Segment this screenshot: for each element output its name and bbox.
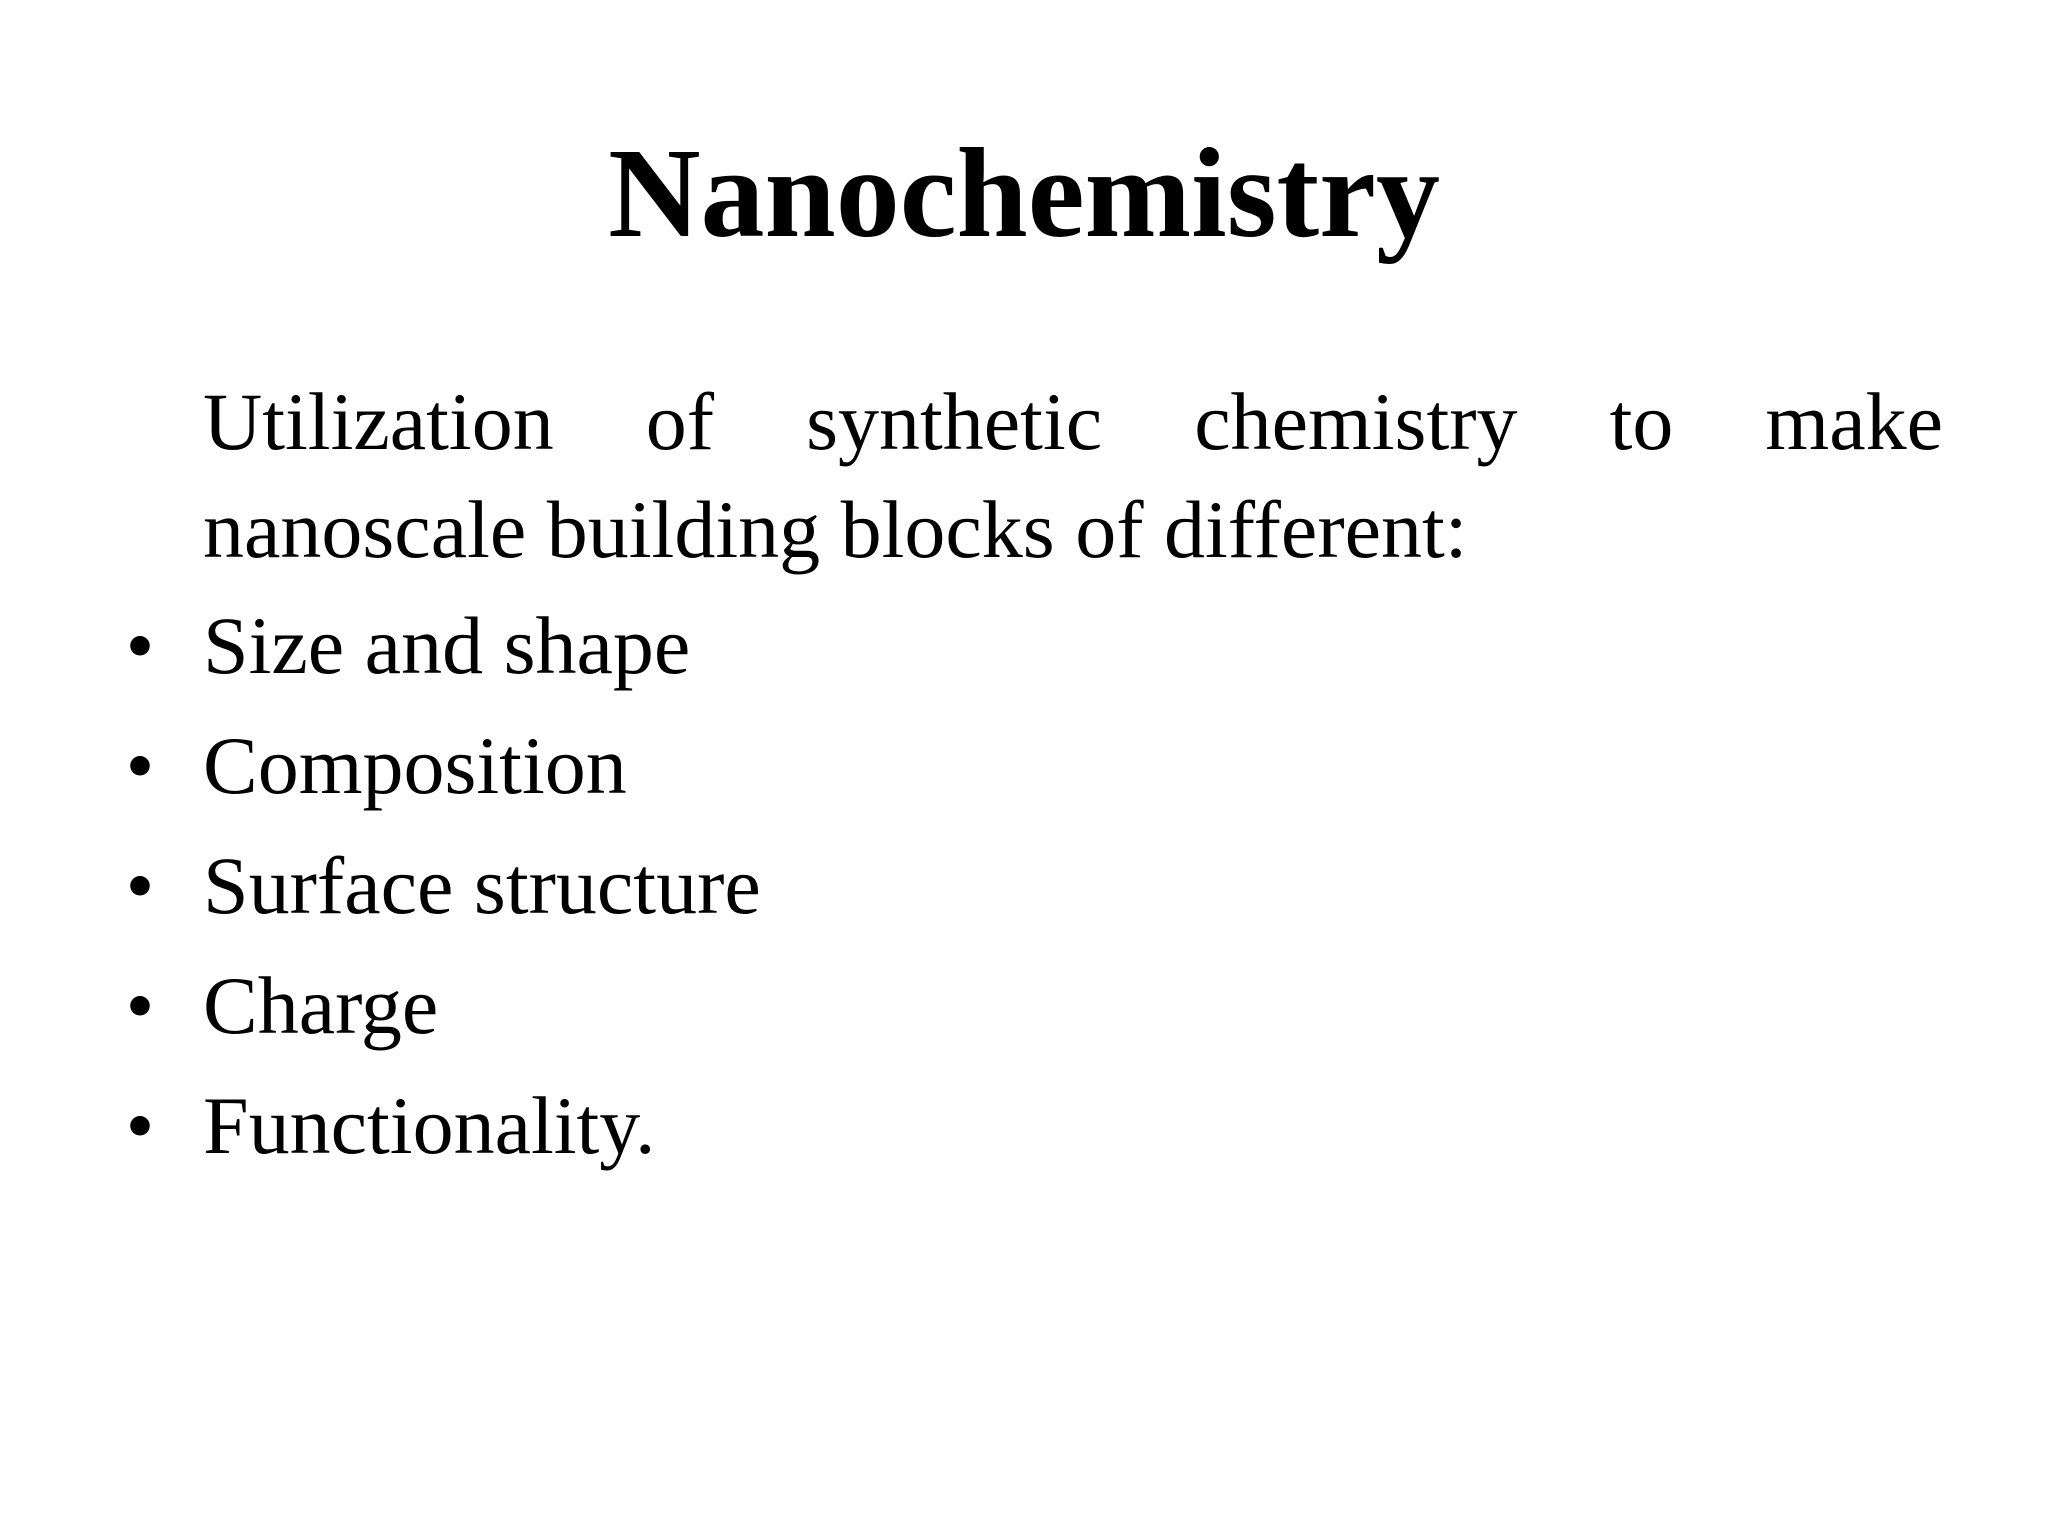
- bullet-icon: •: [125, 960, 155, 1051]
- intro-line-2: nanoscale building blocks of different:: [203, 484, 1468, 575]
- bullet-text: Functionality.: [203, 1080, 656, 1171]
- bullet-icon: •: [125, 720, 155, 811]
- bullet-item-surface-structure: [0, 832, 2048, 952]
- bullet-item-size-and-shape: [0, 592, 2048, 712]
- bullet-list: [0, 592, 2048, 1192]
- bullet-icon: •: [125, 600, 155, 691]
- bullet-item-composition: [0, 712, 2048, 832]
- bullet-icon: •: [125, 1080, 155, 1171]
- intro-paragraph: [203, 368, 1943, 584]
- bullet-text: Surface structure: [203, 840, 761, 931]
- slide-title: Nanochemistry: [608, 122, 1440, 264]
- bullet-icon: •: [125, 840, 155, 931]
- bullet-item-functionality: [0, 1072, 2048, 1192]
- bullet-item-charge: [0, 952, 2048, 1072]
- bullet-text: Size and shape: [203, 600, 691, 691]
- bullet-text: Composition: [203, 720, 627, 811]
- bullet-text: Charge: [203, 960, 439, 1051]
- intro-line-1: Utilization of synthetic chemistry to make: [203, 376, 1943, 467]
